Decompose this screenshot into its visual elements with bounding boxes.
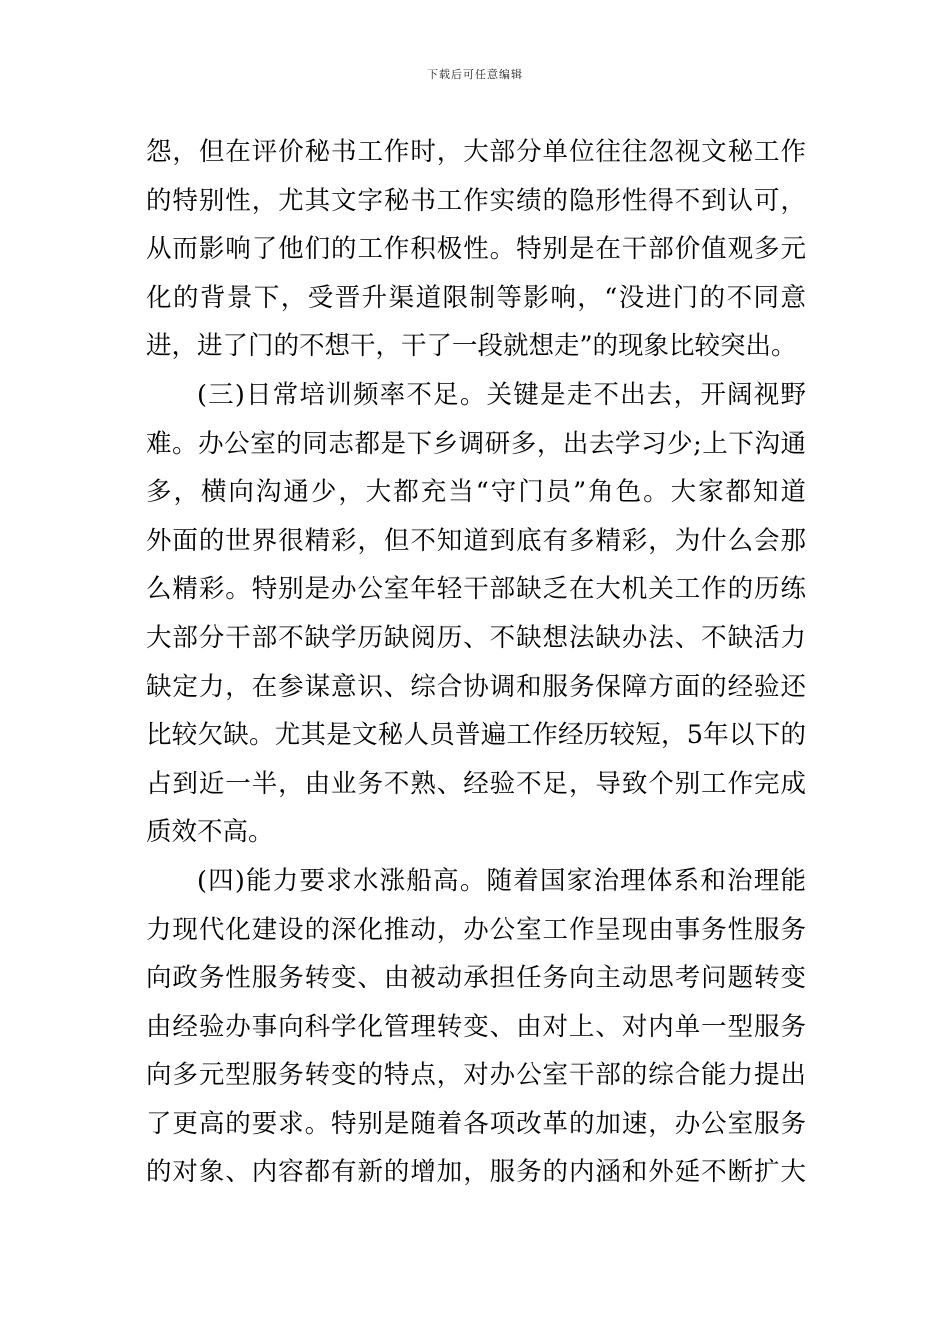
text-line: 质效不高。 — [146, 817, 274, 848]
text-line: 外面的世界很精彩，但不知道到底有多精彩，为什么会那 — [146, 525, 806, 556]
text-line: 缺定力，在参谋意识、综合协调和服务保障方面的经验还 — [146, 671, 806, 702]
text-line: 化的背景下，受晋升渠道限制等影响，“没进门的不同意 — [146, 282, 806, 313]
text-line: 多，横向沟通少，大都充当“守门员”角色。大家都知道 — [146, 477, 806, 508]
text-line: 比较欠缺。尤其是文秘人员普遍工作经历较短，5年以下的 — [146, 720, 806, 751]
text-line: 的特别性，尤其文字秘书工作实绩的隐形性得不到认可， — [146, 185, 806, 216]
text-line: 由经验办事向科学化管理转变、由对上、对内单一型服务 — [146, 1011, 806, 1042]
text-line: (三)日常培训频率不足。关键是走不出去，开阔视野 — [197, 379, 806, 410]
text-line: 从而影响了他们的工作积极性。特别是在干部价值观多元 — [146, 234, 806, 265]
text-line: 难。办公室的同志都是下乡调研多，出去学习少;上下沟通 — [146, 428, 806, 459]
text-line: 怨，但在评价秘书工作时，大部分单位往往忽视文秘工作 — [146, 137, 806, 167]
text-line: 么精彩。特别是办公室年轻干部缺乏在大机关工作的历练 — [146, 574, 806, 605]
text-line: (四)能力要求水涨船高。随着国家治理体系和治理能 — [197, 865, 806, 896]
text-line: 力现代化建设的深化推动，办公室工作呈现由事务性服务 — [146, 914, 806, 945]
text-line: 进，进了门的不想干，干了一段就想走”的现象比较突出。 — [146, 331, 797, 362]
text-line: 向多元型服务转变的特点，对办公室干部的综合能力提出 — [146, 1060, 806, 1091]
text-line: 的对象、内容都有新的增加，服务的内涵和外延不断扩大 — [146, 1157, 806, 1188]
body-text — [146, 128, 806, 1197]
page-header: 下载后可任意编辑 — [427, 68, 523, 81]
text-line: 占到近一半，由业务不熟、经验不足，导致个别工作完成 — [146, 768, 806, 799]
text-line: 大部分干部不缺学历缺阅历、不缺想法缺办法、不缺活力 — [146, 622, 806, 653]
text-line: 了更高的要求。特别是随着各项改革的加速，办公室服务 — [146, 1108, 806, 1139]
text-line: 向政务性服务转变、由被动承担任务向主动思考问题转变 — [146, 963, 806, 994]
